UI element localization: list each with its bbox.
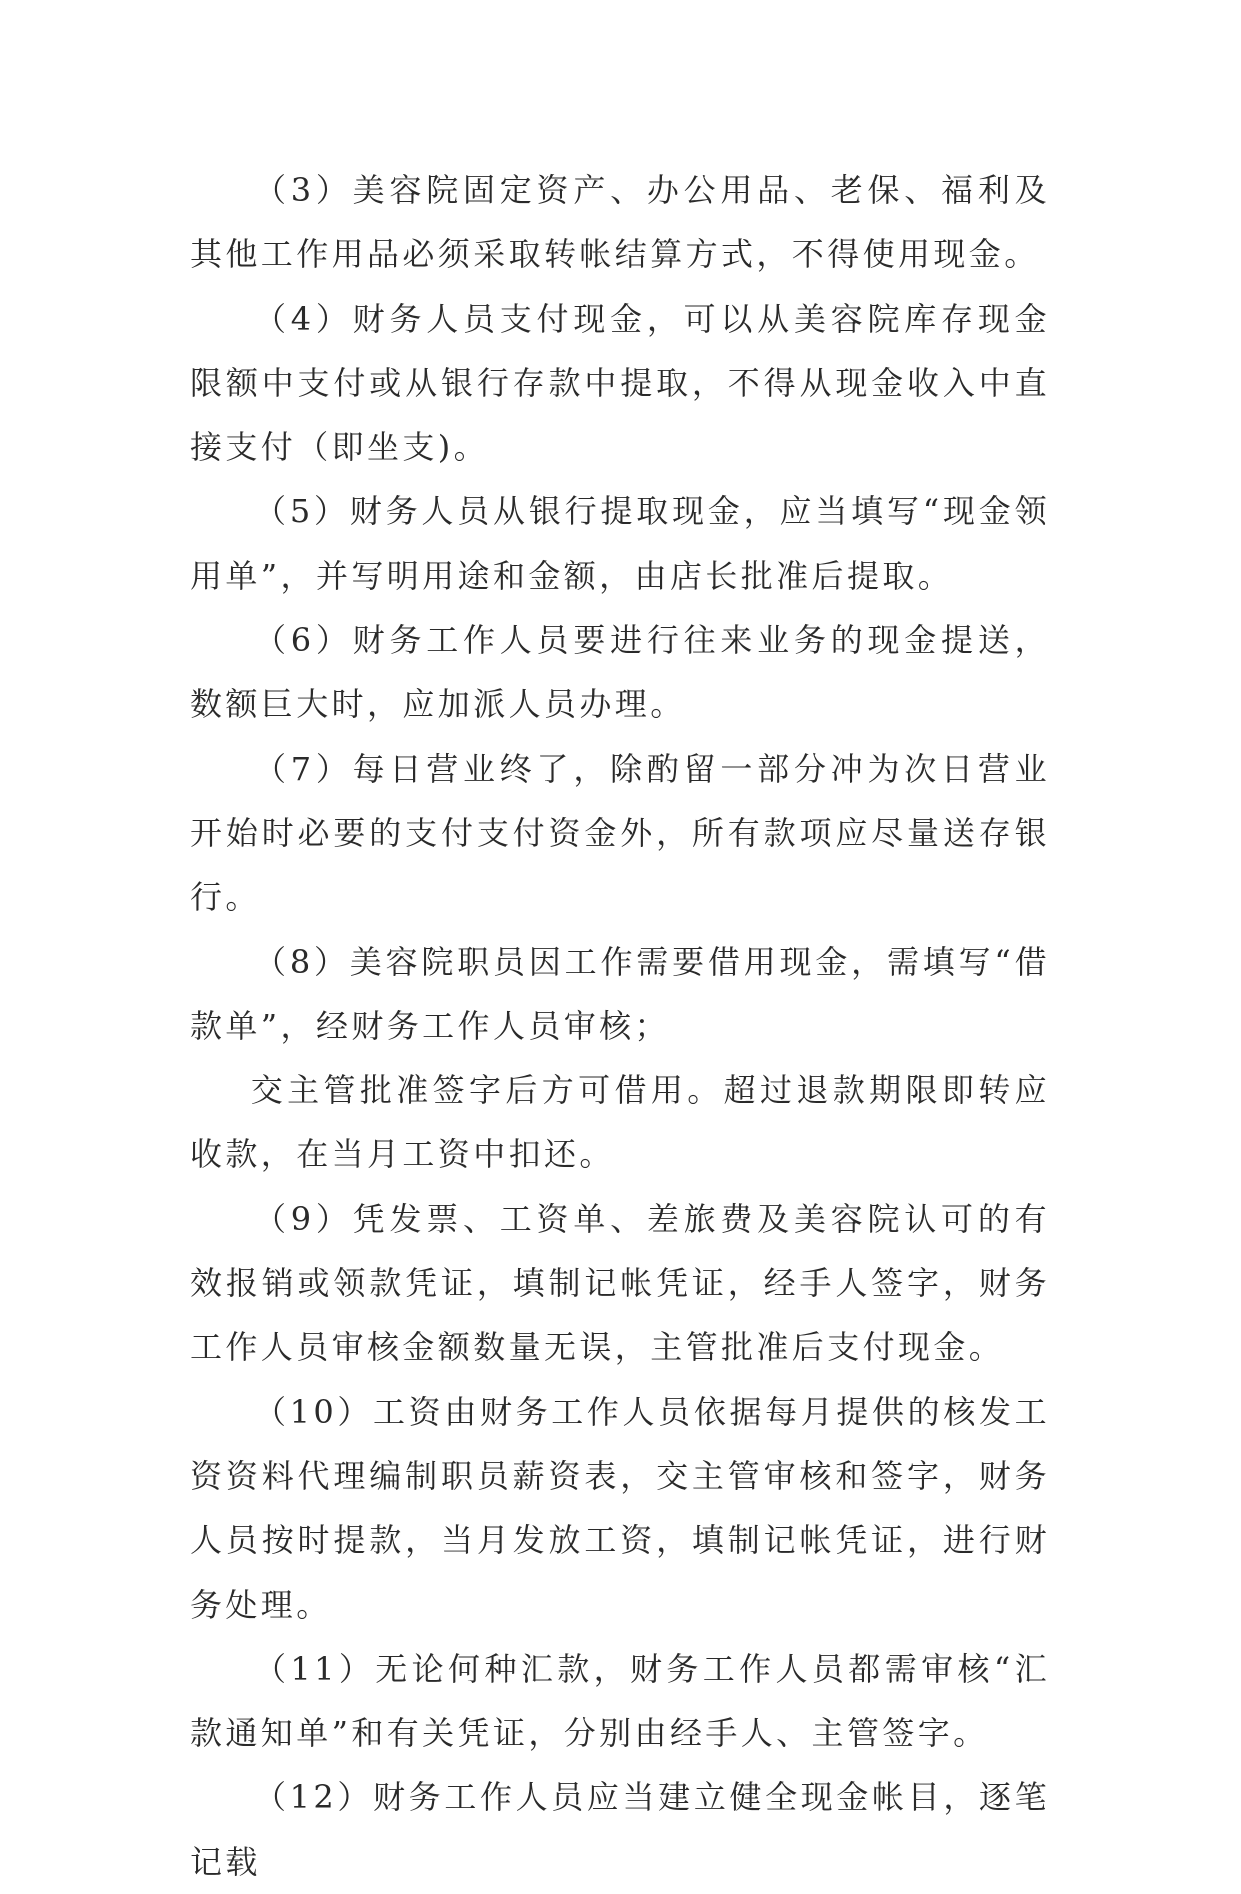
paragraph-7: （7）每日营业终了，除酌留一部分冲为次日营业开始时必要的支付支付资金外，所有款项应尽量送存银行。 <box>190 749 1050 917</box>
paragraph-5: （5）财务人员从银行提取现金，应当填写“现金领用单”，并写明用途和金额，由店长批准后提取。 <box>190 492 1050 595</box>
paragraph-11: （11）无论何种汇款，财务工作人员都需审核“汇款通知单”和有关凭证，分别由经手人、主管签字。 <box>190 1649 1050 1753</box>
paragraph-6: （6）财务工作人员要进行往来业务的现金提送，数额巨大时，应加派人员办理。 <box>190 621 1050 724</box>
paragraph-12: （12）财务工作人员应当建立健全现金帐目，逐笔记载 <box>190 1778 1050 1881</box>
paragraph-9: （9）凭发票、工资单、差旅费及美容院认可的有效报销或领款凭证，填制记帐凭证，经手人签字，财务工作人员审核金额数量无误，主管批准后支付现金。 <box>190 1199 1050 1367</box>
paragraph-4: （4）财务人员支付现金，可以从美容院库存现金限额中支付或从银行存款中提取，不得从现金收入中直接支付（即坐支)。 <box>190 299 1050 467</box>
paragraph-10: （10）工资由财务工作人员依据每月提供的核发工资资料代理编制职员薪资表，交主管审核和签字，财务人员按时提款，当月发放工资，填制记帐凭证，进行财务处理。 <box>190 1392 1050 1624</box>
paragraph-3: （3）美容院固定资产、办公用品、老保、福利及其他工作用品必须采取转帐结算方式，不得使用现金。 <box>190 171 1050 274</box>
document-body <box>190 158 1050 1894</box>
paragraph-8: （8）美容院职员因工作需要借用现金，需填写“借款单”，经财务工作人员审核； <box>190 942 1050 1045</box>
paragraph-8-continued: 交主管批准签字后方可借用。超过退款期限即转应收款，在当月工资中扣还。 <box>190 1071 1050 1174</box>
